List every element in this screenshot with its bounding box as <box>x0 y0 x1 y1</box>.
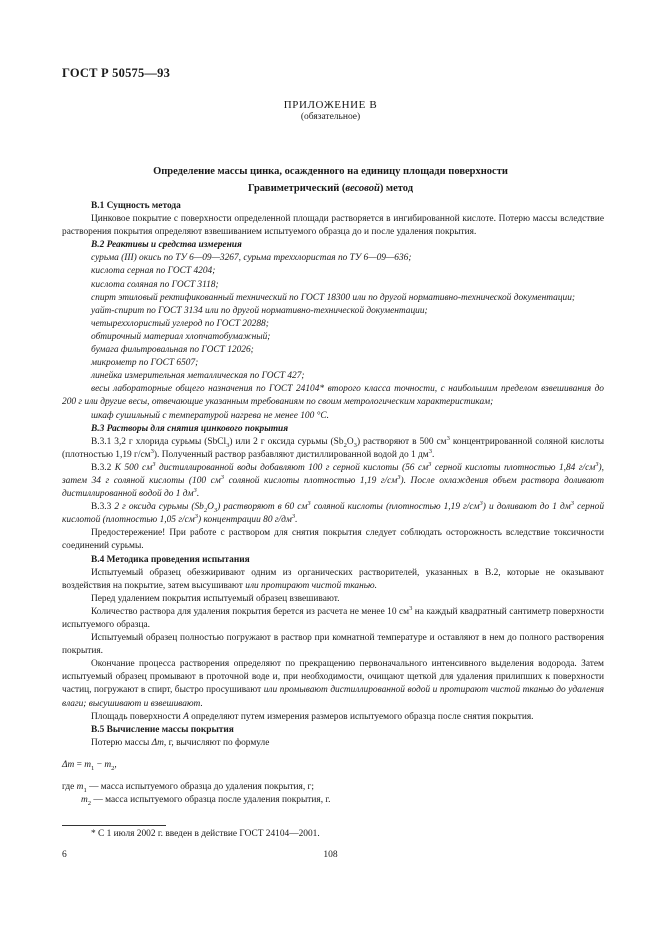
formula-minus: − <box>94 759 105 770</box>
superscript: 3 <box>150 447 154 455</box>
document-body <box>62 200 604 807</box>
superscript: 3 <box>194 513 199 521</box>
formula-lhs: Δm <box>62 759 75 770</box>
subscript: 3 <box>353 441 357 449</box>
section-b1-heading: В.1 Сущность метода <box>91 201 181 211</box>
text-run: концентрированной соляной кислоты (плотностью 1,19 г/см <box>62 436 605 460</box>
page-number-left: 6 <box>62 850 67 860</box>
variable: Δm <box>151 737 164 748</box>
reagent-item: бумага фильтровальная по ГОСТ 12026; <box>91 345 254 356</box>
text-run: . <box>295 515 298 526</box>
text-run: где <box>62 782 77 793</box>
footnote-divider <box>62 825 166 826</box>
superscript: 3 <box>193 486 197 494</box>
appendix-subtitle: (обязательное) <box>300 112 361 122</box>
text-run: ), затем 34 г соляной кислоты (100 см <box>62 462 604 486</box>
reagent-item: четыреххлористый углерод по ГОСТ 20288; <box>91 318 269 329</box>
text-run: соляной кислоты (плотностью 1,19 г/см <box>310 502 480 513</box>
section-b2-heading: В.2 Реактивы и средства измерения <box>91 240 242 251</box>
variable: m <box>76 782 84 793</box>
main-title-line2-part: Гравиметрический ( <box>247 183 346 194</box>
formula <box>62 759 604 772</box>
paragraph-b4-3 <box>62 606 604 632</box>
section-b3-heading: В.3 Растворы для снятия цинкового покрытия <box>91 423 289 434</box>
text-run: O <box>207 502 214 513</box>
appendix-title: ПРИЛОЖЕНИЕ В <box>283 99 378 111</box>
superscript: 3 <box>595 460 599 468</box>
text-run: на каждый квадратный сантиметр поверхности испытуемого образца. <box>62 606 604 630</box>
text-run: . <box>432 449 435 460</box>
text-run: К 500 см <box>114 462 153 473</box>
text-run: . <box>196 489 200 500</box>
text-run: , г, вычисляют по формуле <box>163 737 270 748</box>
text-run: Площадь поверхности <box>91 711 184 722</box>
subscript: 3 <box>226 441 230 449</box>
main-title-line2-italic: весовой <box>345 183 380 194</box>
text-run: ) растворяют в 60 см <box>217 502 308 513</box>
reagent-item: уайт-спирит по ГОСТ 3134 или по другой нормативно-технической документации; <box>91 305 428 316</box>
superscript: 3 <box>291 513 296 521</box>
where-line-2 <box>62 794 604 807</box>
superscript: 3 <box>570 500 575 508</box>
subscript: 2 <box>343 441 347 449</box>
superscript: 3 <box>409 604 413 612</box>
warning-text: Предостережение! При работе с раствором для снятия покрытия следует соблюдать осторожность вследствие токсичности соединений сурьмы. <box>62 528 604 552</box>
text-run: Количество раствора для удаления покрытия берется из расчета не менее 10 см <box>91 606 410 617</box>
subscript: 2 <box>203 507 208 515</box>
formula-eq: = <box>74 759 85 770</box>
paragraph-b5-intro <box>62 737 604 750</box>
text-run: Потерю массы <box>91 737 152 748</box>
reagent-item: шкаф сушильный с температурой нагрева не менее 100 °С. <box>91 410 329 421</box>
footnote: * С 1 июля 2002 г. введен в действие ГОСТ 24104—2001. <box>91 829 320 839</box>
document-header: ГОСТ Р 50575—93 <box>62 66 171 80</box>
text-run: — масса испытуемого образца до удаления покрытия, г; <box>86 782 315 793</box>
reagent-item: микрометр по ГОСТ 6507; <box>91 358 199 369</box>
main-title <box>0 163 661 197</box>
text-run: ). Полученный раствор разбавляют дистиллированной водой до 1 дм <box>153 449 429 460</box>
paragraph-b4-4: Испытуемый образец полностью погружают в раствор при комнатной температуре и оставляют в нем до полного растворения покрытия. <box>62 633 604 657</box>
superscript: 3 <box>152 460 156 468</box>
text-run: серной кислоты плотностью 1,84 г/см <box>431 462 596 473</box>
paragraph-b4-6 <box>62 711 604 724</box>
text-run: или промывают дистиллированной водой и протирают чистой тканью до удаления влаги; высушивают и взвешивают. <box>62 685 604 709</box>
formula-m1: m <box>84 759 92 770</box>
superscript: 3 <box>307 500 311 508</box>
reagent-item: весы лабораторные общего назначения по ГОСТ 24104* второго класса точности, с наибольшим пределом взвешивания до 200 г или другие весы, отвечающие указанным требованиям по своим метрологическим характеристикам; <box>62 384 604 408</box>
subscript: 2 <box>111 764 115 772</box>
paragraph-b3-3 <box>62 501 604 527</box>
text-run: определяют путем измерения размеров испытуемого образца после снятия покрытия. <box>188 711 534 722</box>
section-b1-text: Цинковое покрытие с поверхности определенной площади растворяется в ингибированной кислоте. Потерю массы вследствие растворения покрытия определяют взвешиванием испытуемого образца до и после удаления покрытия. <box>62 214 604 238</box>
superscript: 3 <box>397 473 401 481</box>
text-run: ) концентрации 80 г/дм <box>198 515 292 526</box>
text-run: или протирают чистой тканью. <box>245 580 377 591</box>
superscript: 3 <box>428 460 432 468</box>
paragraph-b4-5 <box>62 658 604 710</box>
variable: А <box>183 711 189 722</box>
text-run: В.3.3 <box>91 502 115 513</box>
reagent-item: сурьма (III) окись по ТУ 6—09—3267, сурьма треххлористая по ТУ 6—09—636; <box>91 253 412 264</box>
main-title-line2-end: ) метод <box>379 183 414 194</box>
paragraph-b3-1 <box>62 436 604 462</box>
paragraph-b4-2: Перед удалением покрытия испытуемый образец взвешивают. <box>91 593 340 604</box>
text-run: 2 г оксида сурьмы (Sb <box>114 502 204 513</box>
text-run: — масса испытуемого образца после удаления покрытия, г. <box>91 795 331 806</box>
text-run: ) и доливают до 1 дм <box>482 502 571 513</box>
text-run: В.3.2 <box>91 462 115 473</box>
subscript: 1 <box>91 764 95 772</box>
superscript: 3 <box>446 434 450 442</box>
subscript: 2 <box>87 800 92 807</box>
text-run: серной кислотой (плотностью 1,05 г/см <box>62 502 605 526</box>
paragraph-b4-1 <box>62 567 604 593</box>
reagent-item: кислота соляная по ГОСТ 3118; <box>91 279 219 290</box>
text-run: Окончание процесса растворения определяют по прекращению первоначального интенсивного выделения водорода. Затем испытуемый образец промывают в проточной воде и, при необходимости, очищают щеткой для удаления прилипших к поверхности частиц, погружают в спирт, быстро просушивают <box>62 659 604 696</box>
main-title-line2 <box>0 180 661 197</box>
superscript: 3 <box>479 500 483 508</box>
formula-end: , <box>114 759 117 770</box>
superscript: 3 <box>428 447 433 455</box>
reagent-item: линейка измерительная металлическая по ГОСТ 427; <box>91 371 305 382</box>
text-run: соляной кислоты плотностью 1,19 г/см <box>224 475 398 486</box>
reagent-item: обтирочный материал хлопчатобумажный; <box>91 331 271 342</box>
subscript: 3 <box>213 507 218 515</box>
text-run: O <box>346 436 354 447</box>
reagent-item: кислота серная по ГОСТ 4204; <box>91 266 216 277</box>
text-run: Испытуемый образец обезжиривают одним из органических растворителей, указанных в В.2, которые не оказывают воздействия на покрытие, затем высушивают <box>62 567 604 591</box>
subscript: 1 <box>83 786 87 794</box>
where-line-1 <box>62 781 604 794</box>
page-number-center: 108 <box>323 850 338 860</box>
section-b5-heading: В.5 Вычисление массы покрытия <box>91 724 234 735</box>
main-title-line1: Определение массы цинка, осажденного на единицу площади поверхности <box>153 166 508 177</box>
text-run: В.3.1 3,2 г хлорида сурьмы (SbCl <box>91 436 227 447</box>
variable: m <box>81 795 88 806</box>
text-run: ) или 2 г оксида сурьмы (Sb <box>229 436 344 447</box>
reagent-item: спирт этиловый ректификованный технический по ГОСТ 18300 или по другой нормативно-технической документации; <box>91 292 575 303</box>
paragraph-b3-2 <box>62 462 604 501</box>
text-run: дистиллированной воды добавляют 100 г серной кислоты (56 см <box>155 462 429 473</box>
text-run: ) растворяют в 500 см <box>356 436 447 447</box>
text-run: ). После охлаждения объем раствора доливают дистиллированной водой до 1 дм <box>62 475 605 500</box>
section-b4-heading: В.4 Методика проведения испытания <box>91 554 250 565</box>
superscript: 3 <box>220 473 225 481</box>
formula-m2: m <box>104 759 112 770</box>
